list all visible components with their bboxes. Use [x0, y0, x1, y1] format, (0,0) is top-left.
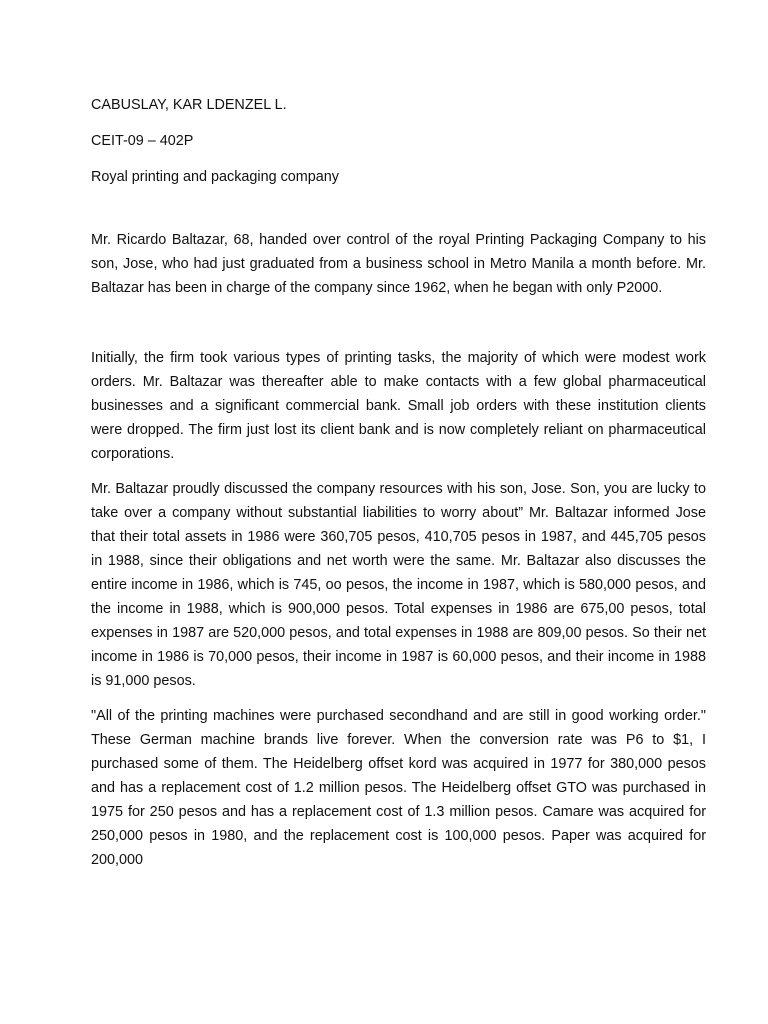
paragraph-intro: Mr. Ricardo Baltazar, 68, handed over control of the royal Printing Packaging Company to his son, Jose, who had just graduated from a business school in Metro Manila a month before. Mr. Baltazar has been in charge of the company since 1962, when he began with only P2000.: [91, 232, 706, 296]
student-name: CABUSLAY, KAR LDENZEL L.: [91, 97, 287, 113]
paragraph-machines: "All of the printing machines were purchased secondhand and are still in good working order." These German machine brands live forever. When the conversion rate was P6 to $1, I purchased some of them. The Heidelberg offset kord was acquired in 1977 for 380,000 pesos and has a replacement cost of 1.2 million pesos. The Heidelberg offset GTO was purchased in 1975 for 250 pesos and has a replacement cost of 1.3 million pesos. Camare was acquired for 250,000 pesos in 1980, and the replacement cost is 100,000 pesos. Paper was acquired for 200,000: [91, 708, 706, 868]
section-code: CEIT-09 – 402P: [91, 133, 194, 149]
document-page: [91, 93, 706, 872]
document-title: Royal printing and packaging company: [91, 169, 339, 185]
paragraph-finances: Mr. Baltazar proudly discussed the company resources with his son, Jose. Son, you are lucky to take over a company without substantial liabilities to worry about” Mr. Baltazar informed Jose that their total assets in 1986 were 360,705 pesos, 410,705 pesos in 1987, and 445,705 pesos in 1988, since their obligations and net worth were the same. Mr. Baltazar also discusses the entire income in 1986, which is 745, oo pesos, the income in 1987, which is 580,000 pesos, and the income in 1988, which is 900,000 pesos. Total expenses in 1986 are 675,00 pesos, total expenses in 1987 are 520,000 pesos, and total expenses in 1988 are 809,00 pesos. So their net income in 1986 is 70,000 pesos, their income in 1987 is 60,000 pesos, and their income in 1988 is 91,000 pesos.: [91, 481, 706, 689]
paragraph-history: Initially, the firm took various types of printing tasks, the majority of which were modest work orders. Mr. Baltazar was thereafter able to make contacts with a few global pharmaceutical businesses and a significant commercial bank. Small job orders with these institution clients were dropped. The firm just lost its client bank and is now completely reliant on pharmaceutical corporations.: [91, 350, 706, 462]
